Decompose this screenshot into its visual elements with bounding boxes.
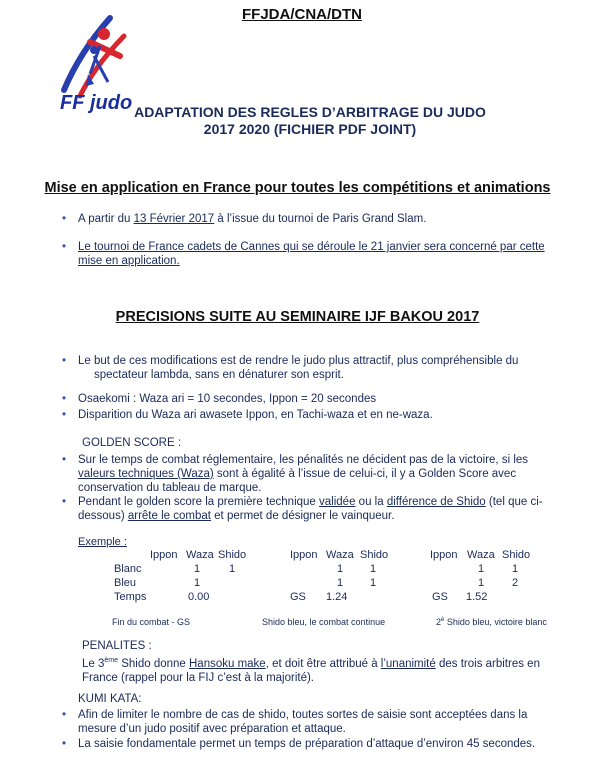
text-segment: dessous) xyxy=(78,510,128,522)
penalites-label: PENALITES : xyxy=(82,640,152,652)
table2-col-waza: Waza xyxy=(326,549,354,561)
golden-bullet-1 xyxy=(78,453,528,495)
logo-text: FF judo xyxy=(60,92,133,114)
underlined-text: Hansoku make xyxy=(189,657,266,670)
text-line: • Le tournoi de France cadets de Cannes qui se déroule le 21 janvier sera concerné par cette xyxy=(78,241,545,253)
document-title-line2: 2017 2020 (FICHIER PDF JOINT) xyxy=(203,121,417,137)
table3-col-shido: Shido xyxy=(502,549,531,561)
table1-col-waza: Waza xyxy=(186,549,214,561)
text-segment: sont à égalité à l’issue de celui-ci, il y a Golden Score avec xyxy=(213,468,517,480)
text-line: mesure d’un judo positif avec préparation et attaque. xyxy=(78,723,346,735)
kumikata-bullet-2: • La saisie fondamentale permet un temps de préparation d’attaque d’environ 45 secondes. xyxy=(78,737,535,751)
kumikata-bullet-1 xyxy=(78,708,527,736)
section1-bullet-1 xyxy=(78,212,426,226)
text-line: mise en application. xyxy=(78,255,180,267)
golden-score-label: GOLDEN SCORE : xyxy=(82,437,182,449)
text-line: • Afin de limiter le nombre de cas de shido, toutes sortes de saisie sont acceptées dans la xyxy=(78,709,528,721)
section2-bullet-3: • Disparition du Waza ari awasete Ippon, en Tachi-waza et en ne-waza. xyxy=(78,408,433,422)
example-label: Exemple : xyxy=(78,536,127,548)
text-line: spectateur lambda, sans en dénaturer son esprit. xyxy=(94,369,344,381)
t3-bleu-shido: 2 xyxy=(512,577,519,589)
table2-col-shido: Shido xyxy=(360,549,389,561)
t2-bleu-shido: 1 xyxy=(370,577,377,589)
text-line: conservation du tableau de marque. xyxy=(78,482,262,494)
text-line xyxy=(82,654,540,671)
text-line: • Sur le temps de combat réglementaire, les pénalités ne décident pas de la victoire, si les xyxy=(78,454,529,466)
section2-bullet-1 xyxy=(78,354,518,382)
row-label-blanc: Blanc xyxy=(114,563,142,575)
text-line xyxy=(78,467,528,481)
text-segment: Le 3 xyxy=(82,657,105,670)
t2-blanc-shido: 1 xyxy=(370,563,377,575)
t1-blanc-waza: 1 xyxy=(229,563,236,575)
t1-bleu-ippon: 1 xyxy=(194,577,201,589)
text-segment: et permet de désigner le vainqueur. xyxy=(210,510,395,522)
text-segment: 2 xyxy=(436,617,442,627)
underlined-text: l’unanimité xyxy=(380,657,436,670)
golden-bullet-2 xyxy=(78,495,543,523)
text-segment: (tel que ci- xyxy=(485,496,543,508)
kumikata-label: KUMI KATA: xyxy=(78,693,142,705)
example-note-2: Shido bleu, le combat continue xyxy=(262,617,386,627)
superscript: ème xyxy=(104,657,119,664)
organization-header: FFJDA/CNA/DTN xyxy=(242,6,362,23)
t1-blanc-ippon: 1 xyxy=(194,563,201,575)
table2-col-ippon: Ippon xyxy=(290,549,318,561)
row-label-temps: Temps xyxy=(114,591,147,603)
text-segment: Shido bleu, victoire blanc xyxy=(444,617,547,627)
table3-col-waza: Waza xyxy=(467,549,495,561)
section1-bullet-2-cont xyxy=(78,254,180,268)
t2-bleu-waza: 1 xyxy=(337,577,344,589)
superscript: è xyxy=(441,617,445,623)
text-segment: , et doit être attribué à xyxy=(265,657,381,670)
example-note-3 xyxy=(436,617,547,627)
t2-blanc-waza: 1 xyxy=(337,563,344,575)
text-segment: ou la xyxy=(355,496,387,508)
t3-blanc-waza: 1 xyxy=(478,563,485,575)
text-segment: Pendant le golden score la première technique xyxy=(78,496,320,508)
table1-col-shido: Shido xyxy=(218,549,247,561)
underlined-text: arrête le combat xyxy=(127,510,211,522)
text-segment: Shido donne xyxy=(118,657,189,670)
text-line: • Le but de ces modifications est de rendre le judo plus attractif, plus compréhensible du xyxy=(78,355,519,367)
section2-heading: PRECISIONS SUITE AU SEMINAIRE IJF BAKOU 2017 xyxy=(115,309,480,325)
section1-bullet-2 xyxy=(78,240,545,254)
t2-temps: 1.24 xyxy=(326,591,348,603)
text-segment: à l’issue du tournoi de Paris Grand Slam. xyxy=(214,213,427,225)
table3-col-ippon: Ippon xyxy=(430,549,458,561)
t3-blanc-shido: 1 xyxy=(512,563,519,575)
underlined-text: différence de Shido xyxy=(386,496,486,508)
t3-temps: 1.52 xyxy=(466,591,488,603)
text-line xyxy=(78,495,543,509)
underlined-text: valeurs techniques (Waza) xyxy=(78,468,214,480)
text-line xyxy=(78,509,543,523)
date-text: 13 Février 2017 xyxy=(133,213,215,225)
t2-gs: GS xyxy=(290,591,306,603)
document-title-line1: ADAPTATION DES REGLES D’ARBITRAGE DU JUDO xyxy=(134,104,486,120)
t3-gs: GS xyxy=(432,591,448,603)
section1-heading: Mise en application en France pour toutes les compétitions et animations xyxy=(44,180,551,196)
text-segment: A partir du xyxy=(78,213,134,225)
row-label-bleu: Bleu xyxy=(114,577,137,589)
example-note-1: Fin du combat - GS xyxy=(112,617,191,627)
table1-col-ippon: Ippon xyxy=(150,549,178,561)
underlined-text: validée xyxy=(319,496,356,508)
t1-temps: 0.00 xyxy=(188,591,210,603)
text-segment: des trois arbitres en xyxy=(435,657,540,670)
penalites-text xyxy=(82,654,540,685)
text-line: France (rappel pour la FIJ c’est à la majorité). xyxy=(82,671,315,684)
t3-bleu-waza: 1 xyxy=(478,577,485,589)
section2-bullet-2: • Osaekomi : Waza ari = 10 secondes, Ippon = 20 secondes xyxy=(78,392,376,406)
